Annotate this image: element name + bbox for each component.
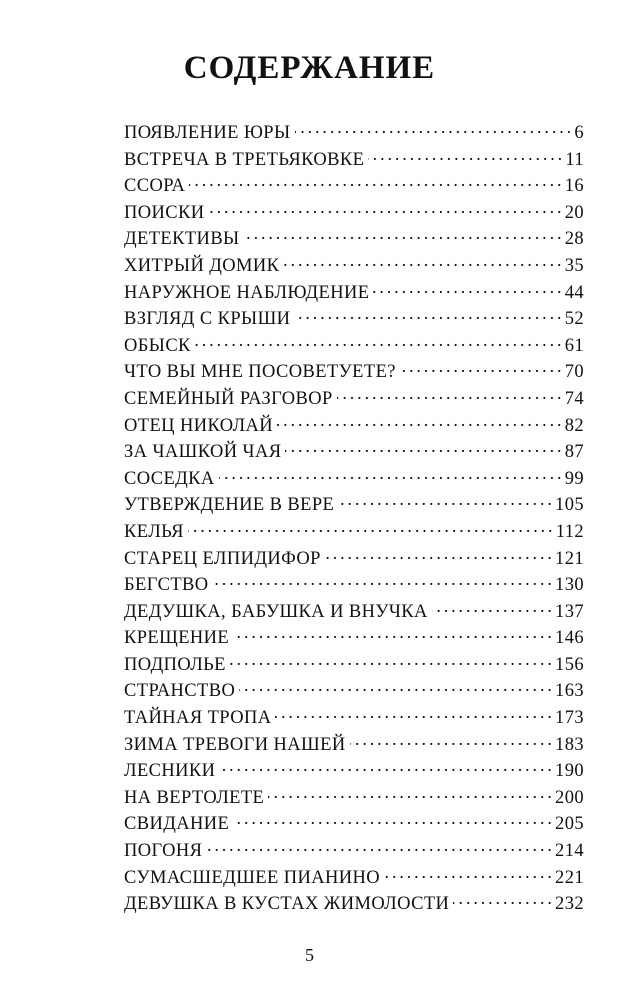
- toc-entry: [124, 409, 584, 436]
- toc-entry: [124, 674, 584, 701]
- toc-dot-leader: [368, 143, 561, 165]
- toc-entry-page: 190: [555, 761, 584, 782]
- toc-entry: [124, 355, 584, 382]
- toc-entry-page: 28: [564, 229, 584, 250]
- toc-dot-leader: [453, 887, 551, 909]
- toc-entry-title: НАРУЖНОЕ НАБЛЮДЕНИЕ: [124, 282, 370, 303]
- toc-entry: [124, 515, 584, 542]
- toc-entry-page: 61: [564, 335, 584, 356]
- toc-entry-page: 105: [555, 495, 584, 516]
- toc-entry-page: 232: [555, 894, 584, 915]
- toc-entry-title: СУМАСШЕДШЕЕ ПИАНИНО: [124, 867, 381, 888]
- toc-dot-leader: [239, 674, 551, 696]
- toc-dot-leader: [188, 515, 552, 537]
- toc-entry-page: 205: [555, 814, 584, 835]
- toc-entry-page: 16: [564, 176, 584, 197]
- toc-dot-leader: [219, 754, 551, 776]
- toc-entry: [124, 222, 584, 249]
- toc-entry: [124, 169, 584, 196]
- page-title: СОДЕРЖАНИЕ: [183, 50, 436, 86]
- toc-entry-title: ДЕТЕКТИВЫ: [124, 229, 240, 250]
- toc-entry-title: ОТЕЦ НИКОЛАЙ: [124, 415, 274, 436]
- toc-entry: [124, 621, 584, 648]
- toc-entry-title: БЕГСТВО: [124, 575, 209, 596]
- toc-dot-leader: [244, 222, 561, 244]
- toc-entry-title: СТРАНСТВО: [124, 681, 236, 702]
- toc-dot-leader: [350, 728, 551, 750]
- toc-dot-leader: [400, 355, 561, 377]
- toc-entry-title: ПОДПОЛЬЕ: [124, 654, 226, 675]
- toc-dot-leader: [233, 807, 551, 829]
- toc-entry-page: 156: [555, 654, 584, 675]
- page-number: 5: [305, 945, 314, 965]
- toc-entry: [124, 435, 584, 462]
- toc-dot-leader: [213, 568, 552, 590]
- toc-entry-title: ХИТРЫЙ ДОМИК: [124, 255, 280, 276]
- toc-dot-leader: [325, 542, 551, 564]
- toc-entry-page: 130: [555, 575, 584, 596]
- toc-entry: [124, 542, 584, 569]
- toc-dot-leader: [268, 781, 551, 803]
- toc-entry-title: ПОЯВЛЕНИЕ ЮРЫ: [124, 123, 291, 143]
- toc-dot-leader: [432, 595, 551, 617]
- toc-entry-page: 52: [564, 309, 584, 330]
- toc-dot-leader: [294, 302, 560, 324]
- toc-entry: [124, 595, 584, 622]
- toc-entry-title: СТАРЕЦ ЕЛПИДИФОР: [124, 548, 321, 569]
- toc-entry-title: НА ВЕРТОЛЕТЕ: [124, 787, 265, 808]
- toc-entry-title: ПОИСКИ: [124, 202, 205, 223]
- toc-entry: [124, 568, 584, 595]
- toc-entry-page: 137: [555, 601, 584, 622]
- toc-entry-title: ЗИМА ТРЕВОГИ НАШЕЙ: [124, 734, 346, 755]
- toc-entry-title: ДЕДУШКА, БАБУШКА И ВНУЧКА: [124, 601, 428, 622]
- toc-entry: [124, 143, 584, 170]
- toc-entry-title: КЕЛЬЯ: [124, 521, 184, 542]
- toc-entry-title: ВСТРЕЧА В ТРЕТЬЯКОВКЕ: [124, 149, 365, 170]
- toc-entry: [124, 462, 584, 489]
- toc-dot-leader: [275, 701, 551, 723]
- toc-entry-page: 87: [564, 442, 584, 463]
- toc-entry-title: ДЕВУШКА В КУСТАХ ЖИМОЛОСТИ: [124, 894, 450, 915]
- toc-entry: [124, 701, 584, 728]
- toc-entry: [124, 861, 584, 888]
- toc-entry: [124, 648, 584, 675]
- toc-dot-leader: [230, 648, 551, 670]
- toc-dot-leader: [295, 116, 571, 138]
- toc-dot-leader: [189, 169, 560, 191]
- toc-entry-title: КРЕЩЕНИЕ: [124, 628, 230, 649]
- toc-dot-leader: [219, 462, 561, 484]
- toc-dot-leader: [283, 249, 560, 271]
- toc-entry: [124, 116, 584, 143]
- toc-entry-title: СОСЕДКА: [124, 468, 215, 489]
- toc-dot-leader: [337, 382, 561, 404]
- toc-entry-title: ЗА ЧАШКОЙ ЧАЯ: [124, 442, 282, 463]
- toc-entry-title: ТАЙНАЯ ТРОПА: [124, 708, 272, 729]
- toc-entry-page: 173: [555, 708, 584, 729]
- toc-entry: [124, 382, 584, 409]
- toc-entry-title: ЧТО ВЫ МНЕ ПОСОВЕТУЕТЕ?: [124, 362, 396, 383]
- toc-entry-title: ЛЕСНИКИ: [124, 761, 216, 782]
- toc-entry: [124, 781, 584, 808]
- toc-entry-page: 163: [555, 681, 584, 702]
- toc-entry-page: 221: [555, 867, 584, 888]
- toc-dot-leader: [384, 861, 551, 883]
- toc-entry-page: 82: [564, 415, 584, 436]
- toc-entry-title: ВЗГЛЯД С КРЫШИ: [124, 309, 291, 330]
- toc-entry: [124, 887, 584, 914]
- toc-entry: [124, 196, 584, 223]
- toc-entry-page: 44: [564, 282, 584, 303]
- toc-entry-page: 183: [555, 734, 584, 755]
- toc-entry-page: 74: [564, 388, 584, 409]
- toc-dot-leader: [195, 329, 561, 351]
- toc-entry: [124, 329, 584, 356]
- toc-entry-title: УТВЕРЖДЕНИЕ В ВЕРЕ: [124, 495, 335, 516]
- toc-entry-page: 200: [555, 787, 584, 808]
- table-of-contents: [124, 116, 584, 914]
- toc-entry-page: 20: [564, 202, 584, 223]
- toc-entry-page: 121: [555, 548, 584, 569]
- toc-dot-leader: [285, 435, 560, 457]
- toc-dot-leader: [338, 488, 551, 510]
- toc-entry-page: 146: [555, 628, 584, 649]
- toc-entry-title: СВИДАНИЕ: [124, 814, 230, 835]
- toc-dot-leader: [277, 409, 561, 431]
- toc-entry-title: ССОРА: [124, 176, 186, 197]
- toc-entry-page: 6: [574, 123, 584, 143]
- toc-dot-leader: [209, 196, 561, 218]
- toc-entry: [124, 807, 584, 834]
- toc-entry-title: СЕМЕЙНЫЙ РАЗГОВОР: [124, 388, 333, 409]
- toc-entry-title: ОБЫСК: [124, 335, 191, 356]
- toc-entry-page: 112: [555, 521, 584, 542]
- toc-entry: [124, 488, 584, 515]
- toc-entry-title: ПОГОНЯ: [124, 841, 203, 862]
- toc-entry: [124, 249, 584, 276]
- toc-entry-page: 35: [564, 255, 584, 276]
- toc-entry: [124, 276, 584, 303]
- toc-entry-page: 99: [564, 468, 584, 489]
- toc-dot-leader: [233, 621, 551, 643]
- toc-entry-page: 214: [555, 841, 584, 862]
- toc-entry: [124, 834, 584, 861]
- toc-dot-leader: [373, 276, 560, 298]
- toc-entry: [124, 754, 584, 781]
- toc-entry: [124, 728, 584, 755]
- toc-entry: [124, 302, 584, 329]
- toc-dot-leader: [206, 834, 551, 856]
- toc-entry-page: 70: [564, 362, 584, 383]
- toc-entry-page: 11: [565, 149, 584, 170]
